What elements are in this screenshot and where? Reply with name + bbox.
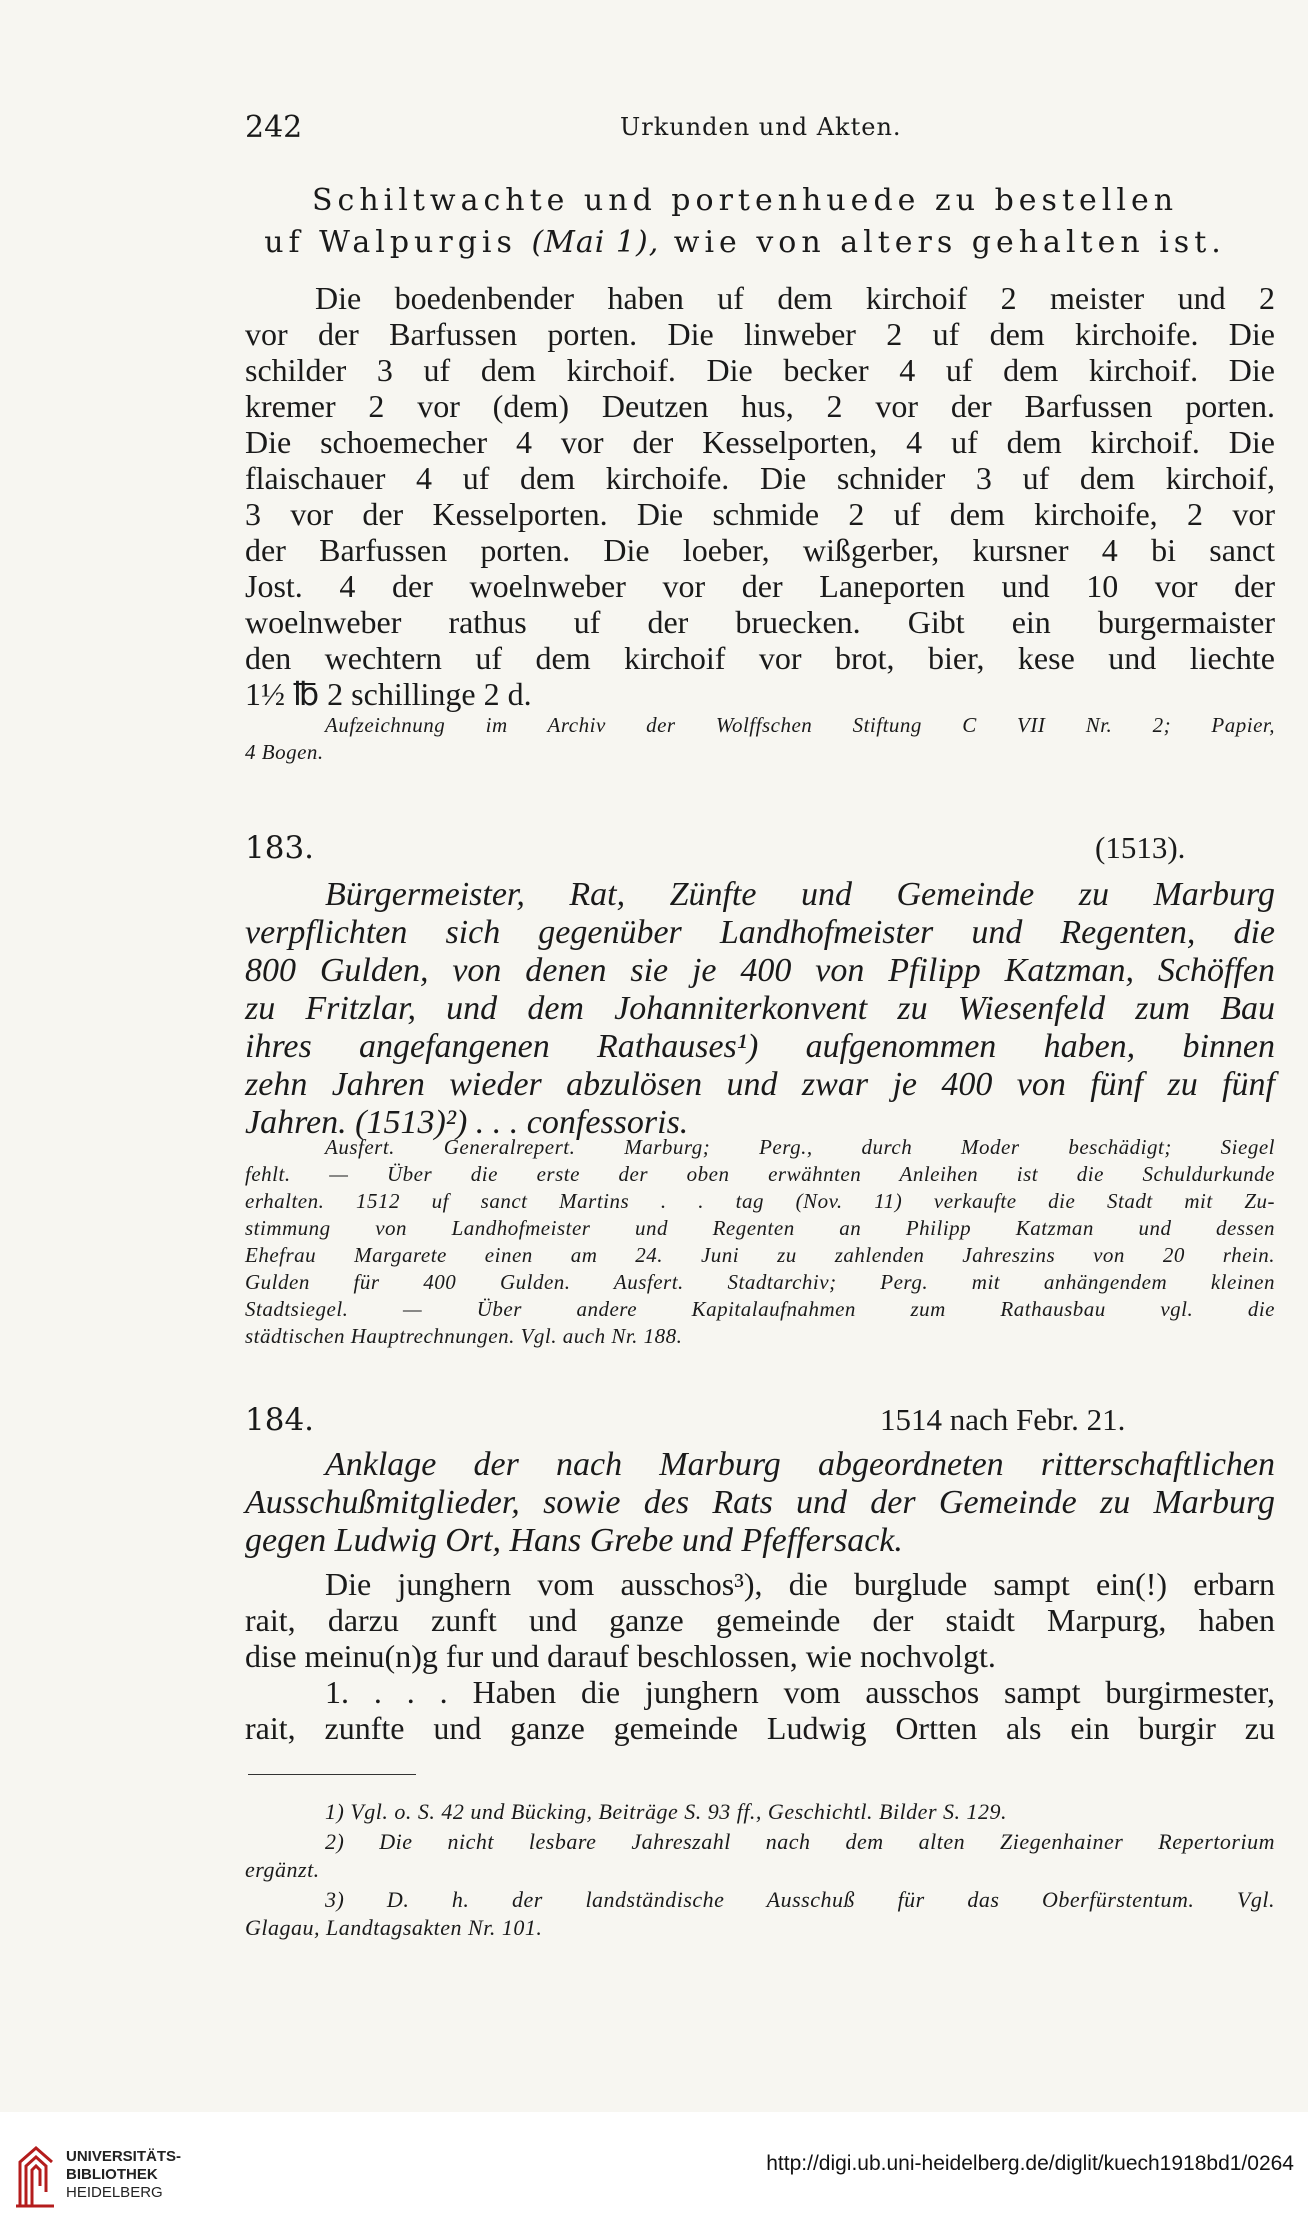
library-name-line: BIBLIOTHEK xyxy=(66,2166,158,2183)
footnote-line: ergänzt. xyxy=(245,1857,320,1882)
regest-line: Ausschußmitglieder, sowie des Rats und der Gemeinde zu Marburg xyxy=(245,1484,1275,1521)
paragraph-line: schilder 3 uf dem kirchoif. Die becker 4 uf dem kirchoif. Die xyxy=(245,352,1275,388)
regest-184 xyxy=(245,1446,1275,1560)
entry-date-183: (1513). xyxy=(1095,830,1186,865)
regest-line: zehn Jahren wieder abzulösen und zwar je 400 von fünf zu fünf xyxy=(245,1066,1275,1103)
regest-line: Jahren. (1513)²) . . . confessoris. xyxy=(245,1104,689,1141)
footnote-line: Glagau, Landtagsakten Nr. 101. xyxy=(245,1915,543,1940)
paragraph-watch-duties xyxy=(245,280,1275,712)
footnote-rule xyxy=(248,1774,416,1775)
text-line: Die junghern vom ausschos³), die burglude sampt ein(!) erbarn xyxy=(325,1566,1275,1602)
paragraph-line: 3 vor der Kesselporten. Die schmide 2 uf dem kirchoife, 2 vor xyxy=(245,496,1275,532)
regest-line: Bürgermeister, Rat, Zünfte und Gemeinde zu Marburg xyxy=(325,876,1275,913)
paragraph-line: 1½ ℔ 2 schillinge 2 d. xyxy=(245,676,532,712)
paragraph-line: flaischauer 4 uf dem kirchoife. Die schnider 3 uf dem kirchoif, xyxy=(245,460,1275,496)
paragraph-line: der Barfussen porten. Die loeber, wißgerber, kursner 4 bi sanct xyxy=(245,532,1275,568)
library-name-line: HEIDELBERG xyxy=(66,2184,163,2201)
text-line: rait, zunfte und ganze gemeinde Ludwig Ortten als ein burgir zu xyxy=(245,1710,1275,1746)
source-note-183 xyxy=(245,1134,1275,1350)
note-line: fehlt. — Über die erste der oben erwähnten Anleihen ist die Schuldurkunde xyxy=(245,1162,1275,1186)
note-line: Stadtsiegel. — Über andere Kapitalaufnahmen zum Rathausbau vgl. die xyxy=(245,1297,1275,1321)
ub-heidelberg-logo-icon xyxy=(14,2142,58,2212)
note-line: Ausfert. Generalrepert. Marburg; Perg., durch Moder beschädigt; Siegel xyxy=(325,1135,1275,1159)
note-line: städtischen Hauptrechnungen. Vgl. auch Nr. 188. xyxy=(245,1324,683,1348)
entry-number-184: 184. xyxy=(245,1402,315,1438)
entry-date-184: 1514 nach Febr. 21. xyxy=(880,1402,1126,1437)
footnote-3 xyxy=(245,1886,1275,1942)
text-line: dise meinu(n)g fur und darauf beschlossen, wie nochvolgt. xyxy=(245,1638,996,1674)
paragraph-line: kremer 2 vor (dem) Deutzen hus, 2 vor der Barfussen porten. xyxy=(245,388,1275,424)
library-name-line: UNIVERSITÄTS- xyxy=(66,2148,182,2165)
text-184 xyxy=(245,1566,1275,1746)
section-title-line1: Schiltwachte und portenhuede zu bestellen xyxy=(311,183,1179,218)
permalink-url[interactable]: http://digi.ub.uni-heidelberg.de/diglit/kuech1918bd1/0264 xyxy=(766,2152,1294,2175)
running-title: Urkunden und Akten. xyxy=(620,113,902,141)
footnote-line: 3) D. h. der landständische Ausschuß für das Oberfürstentum. Vgl. xyxy=(325,1887,1275,1912)
section-title-line2-before: uf Walpurgis xyxy=(264,225,517,260)
note-line: erhalten. 1512 uf sanct Martins . . tag (Nov. 11) verkaufte die Stadt mit Zu- xyxy=(245,1189,1275,1213)
text-line: 1. . . . Haben die junghern vom ausschos sampt burgirmester, xyxy=(325,1674,1275,1710)
regest-line: 800 Gulden, von denen sie je 400 von Pfilipp Katzman, Schöffen xyxy=(245,952,1275,989)
paragraph-line: Jost. 4 der woelnweber vor der Laneporten und 10 vor der xyxy=(245,568,1275,604)
regest-line: Anklage der nach Marburg abgeordneten ritterschaftlichen xyxy=(325,1446,1275,1483)
footnote-line: 2) Die nicht lesbare Jahreszahl nach dem alten Ziegenhainer Repertorium xyxy=(325,1829,1275,1854)
note-line: Ehefrau Margarete einen am 24. Juni zu zahlenden Jahreszins von 20 rhein. xyxy=(245,1243,1275,1267)
regest-183 xyxy=(245,876,1275,1142)
regest-line: ihres angefangenen Rathauses¹) aufgenommen haben, binnen xyxy=(245,1028,1275,1065)
regest-line: verpflichten sich gegenüber Landhofmeister und Regenten, die xyxy=(245,914,1275,951)
paragraph-line: den wechtern uf dem kirchoif vor brot, bier, kese und liechte xyxy=(245,640,1275,676)
footnote-2 xyxy=(245,1828,1275,1884)
entry-number-183: 183. xyxy=(245,830,315,866)
section-title-line2-after: wie von alters gehalten ist. xyxy=(673,225,1226,260)
paragraph-line: Die boedenbender haben uf dem kirchoif 2 meister und 2 xyxy=(315,280,1275,316)
note-line: Aufzeichnung im Archiv der Wolffschen Stiftung C VII Nr. 2; Papier, xyxy=(325,713,1275,737)
paragraph-line: Die schoemecher 4 vor der Kesselporten, 4 uf dem kirchoif. Die xyxy=(245,424,1275,460)
source-note-1 xyxy=(245,712,1275,766)
regest-line: zu Fritzlar, und dem Johanniterkonvent zu Wiesenfeld zum Bau xyxy=(245,990,1275,1027)
note-line: 4 Bogen. xyxy=(245,740,324,764)
footnote-line: 1) Vgl. o. S. 42 und Bücking, Beiträge S. 93 ff., Geschichtl. Bilder S. 129. xyxy=(325,1799,1008,1824)
page-number: 242 xyxy=(245,110,303,145)
paragraph-line: vor der Barfussen porten. Die linweber 2 uf dem kirchoife. Die xyxy=(245,316,1275,352)
paragraph-line: woelnweber rathus uf der bruecken. Gibt ein burgermaister xyxy=(245,604,1275,640)
note-line: stimmung von Landhofmeister und Regenten an Philipp Katzman und dessen xyxy=(245,1216,1275,1240)
footnote-1 xyxy=(245,1798,1275,1826)
note-line: Gulden für 400 Gulden. Ausfert. Stadtarchiv; Perg. mit anhängendem kleinen xyxy=(245,1270,1275,1294)
regest-line: gegen Ludwig Ort, Hans Grebe und Pfeffersack. xyxy=(245,1522,903,1559)
text-line: rait, darzu zunft und ganze gemeinde der staidt Marpurg, haben xyxy=(245,1602,1275,1638)
section-title-line2 xyxy=(250,222,1240,264)
section-title-date: (Mai 1), xyxy=(531,225,660,260)
library-name xyxy=(66,2148,181,2202)
